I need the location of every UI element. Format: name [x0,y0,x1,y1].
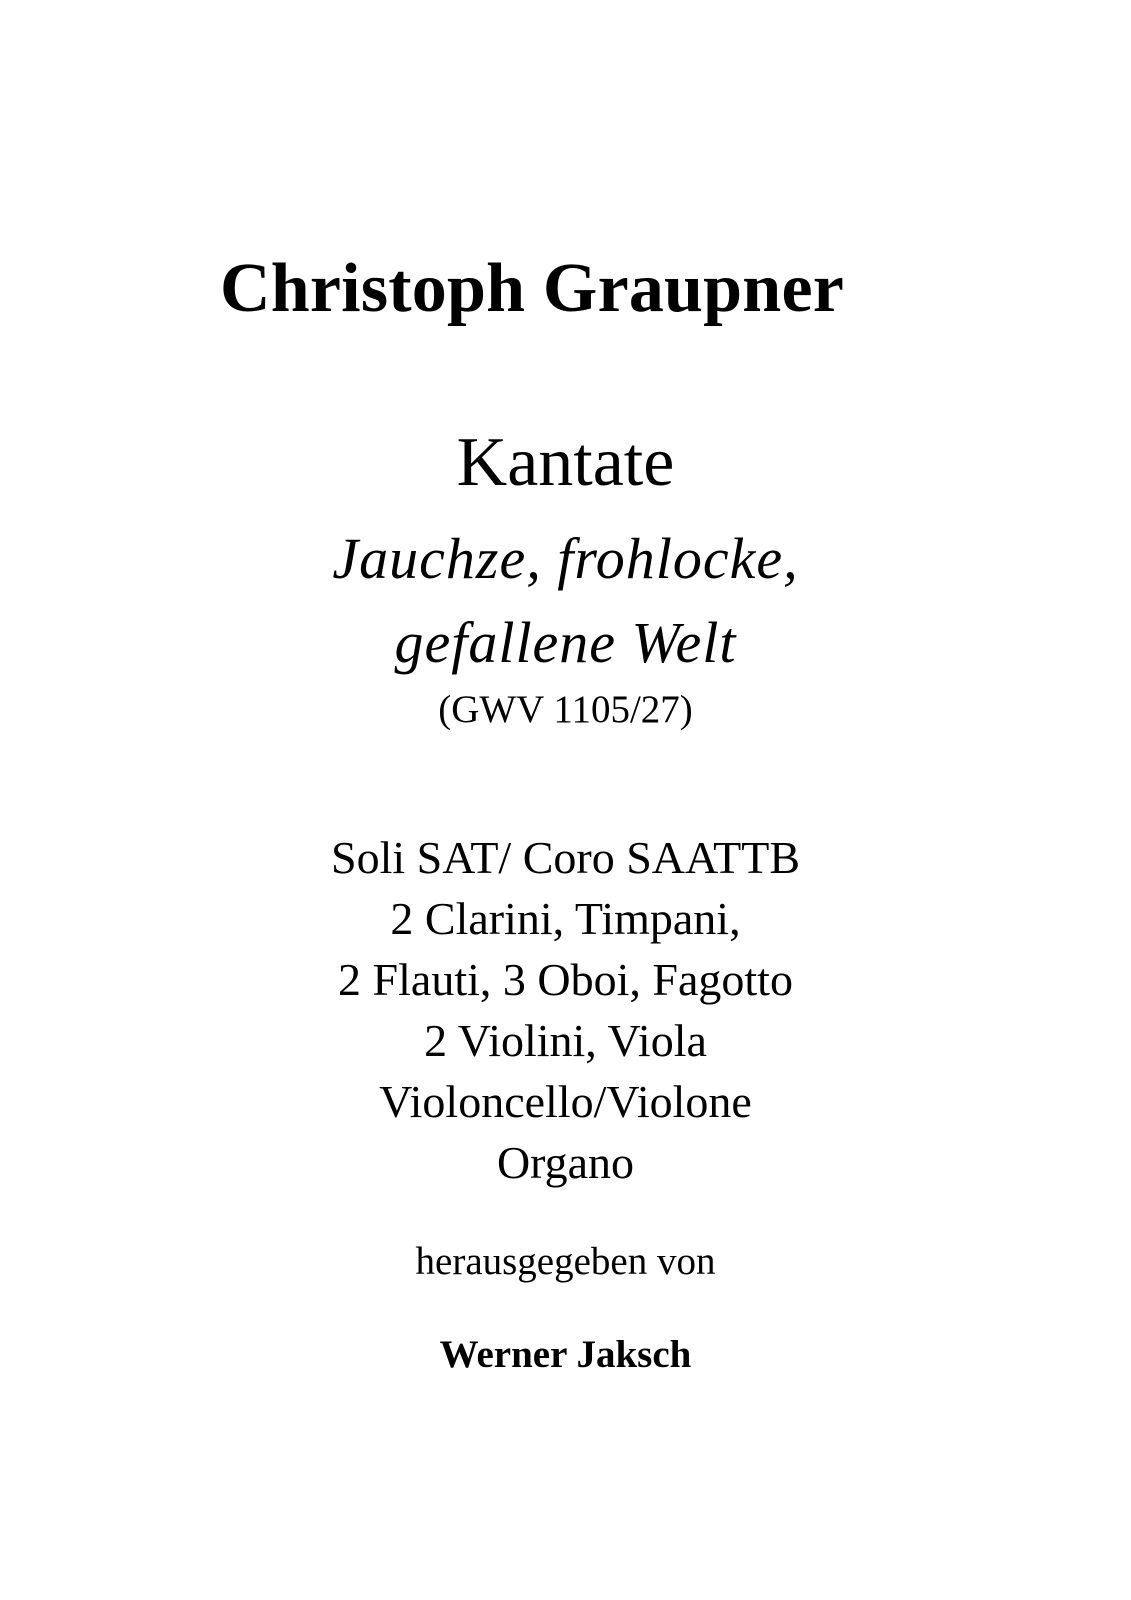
scoring-line-woodwinds: 2 Flauti, 3 Oboi, Fagotto [338,954,793,1005]
work-genre: Kantate [456,424,675,501]
scoring-line-strings: 2 Violini, Viola [424,1015,707,1066]
composer-name: Christoph Graupner [220,250,844,327]
editor-name: Werner Jaksch [439,1333,692,1376]
scoring-line-organ: Organo [496,1137,635,1188]
work-title-line-1: Jauchze, frohlocke, [332,526,799,591]
catalog-number: (GWV 1105/27) [438,688,693,731]
scoring-line-voices: Soli SAT/ Coro SAATTB [330,832,801,883]
scoring-line-brass: 2 Clarini, Timpani, [390,893,741,944]
editor-label: herausgegeben von [415,1240,716,1283]
scoring-list [0,827,1131,1193]
work-title-line-2: gefallene Welt [394,610,737,675]
scoring-line-bass: Violoncello/Violone [379,1076,752,1127]
